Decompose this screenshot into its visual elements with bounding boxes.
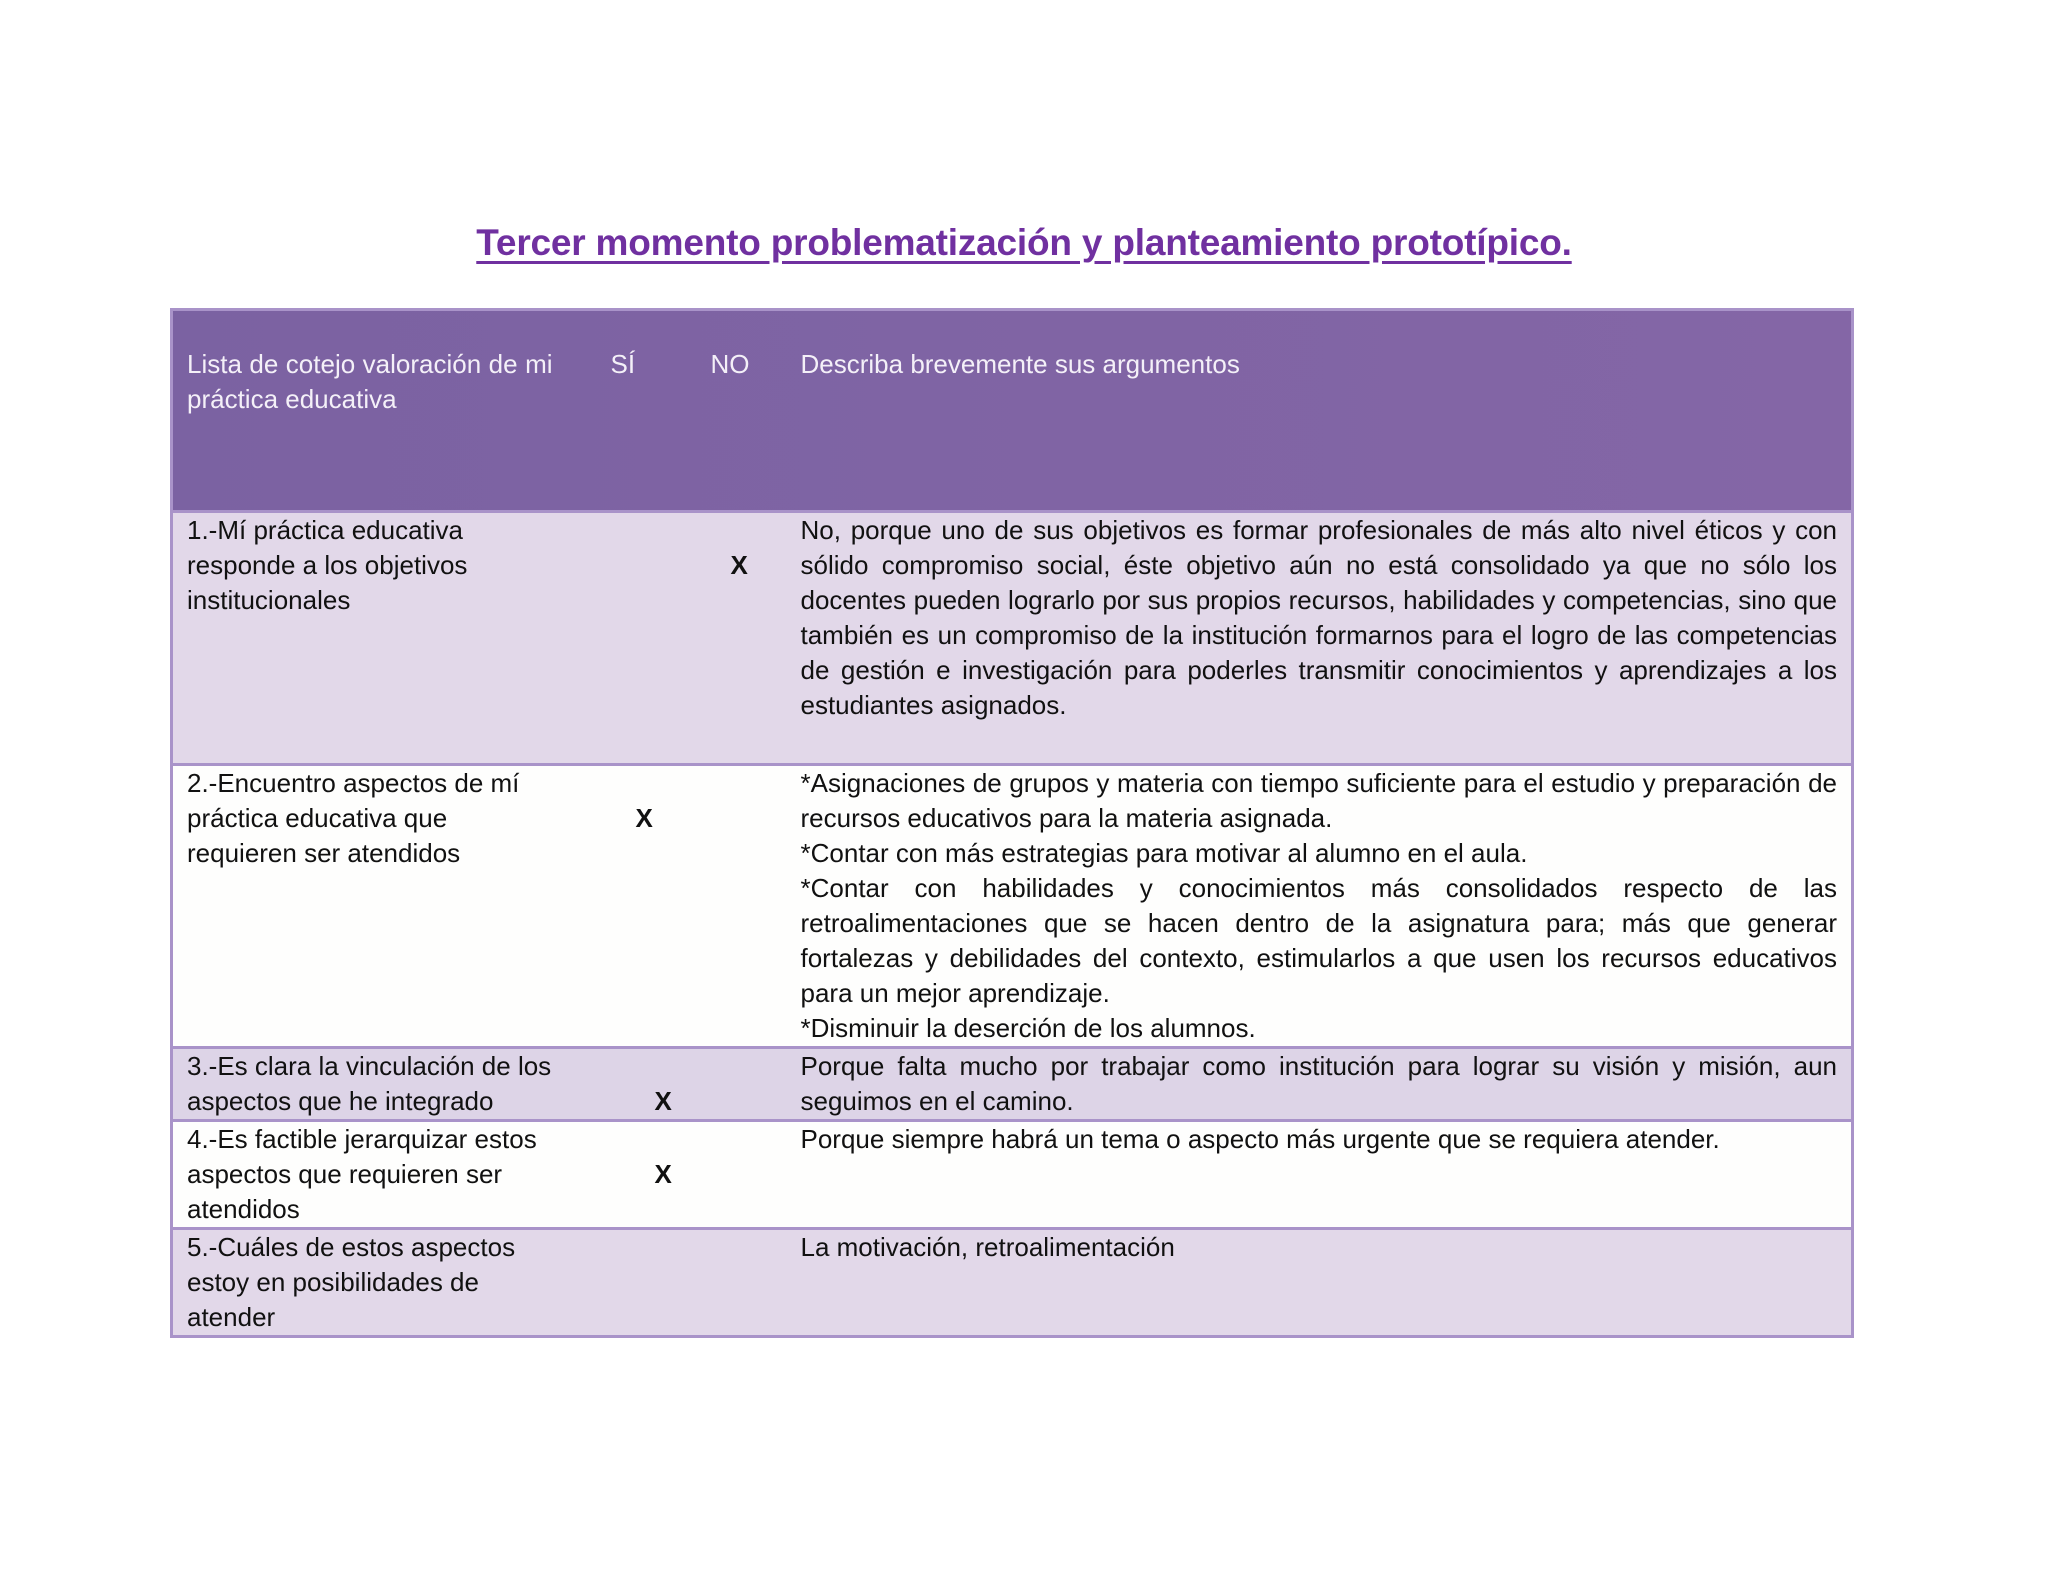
checklist-table (170, 308, 1854, 1338)
header-criterion: Lista de cotejo valoración de mi práctica educativa (187, 349, 553, 414)
row-criterion: 1.-Mí práctica educativa responde a los objetivos institucionales (187, 515, 468, 615)
page-title: Tercer momento problematización y planteamiento prototípico. (476, 222, 1572, 263)
row-criterion: 4.-Es factible jerarquizar estos aspectos que requieren ser atendidos (187, 1124, 537, 1224)
argument-paragraph: *Contar con más estrategias para motivar al alumno en el aula. (800, 838, 1528, 868)
row-no-mark (677, 765, 787, 1048)
row-si-mark (567, 512, 677, 765)
argument-paragraph: La motivación, retroalimentación (800, 1232, 1175, 1262)
table-header-row (172, 310, 1853, 512)
argument-paragraph: *Contar con habilidades y conocimientos más consolidados respecto de las retroalimentaciones que se hacen dentro de la asignatura para; más que generar fortalezas y debilidades del contexto, estimularlos a que usen los recursos educativos para un mejor aprendizaje. (800, 873, 1837, 1008)
table-row (172, 1048, 1853, 1121)
table-row (172, 1229, 1853, 1337)
argument-paragraph: Porque falta mucho por trabajar como institución para lograr su visión y misión, aun seguimos en el camino. (800, 1051, 1837, 1116)
row-criterion: 5.-Cuáles de estos aspectos estoy en posibilidades de atender (187, 1232, 516, 1332)
row-no-mark: X (730, 550, 748, 580)
argument-paragraph: *Disminuir la deserción de los alumnos. (800, 1013, 1256, 1043)
table-row (172, 512, 1853, 765)
header-argument: Describa brevemente sus argumentos (800, 349, 1240, 379)
row-no-mark (677, 1121, 787, 1229)
argument-paragraph: Porque siempre habrá un tema o aspecto más urgente que se requiera atender. (800, 1124, 1720, 1154)
table-row (172, 1121, 1853, 1229)
header-si: SÍ (610, 349, 636, 379)
row-argument (787, 765, 1853, 1048)
row-argument (787, 512, 1853, 765)
row-si-mark (567, 1229, 677, 1337)
row-si-mark: X (654, 1086, 672, 1116)
row-si-mark: X (635, 803, 653, 833)
row-no-mark (677, 1048, 787, 1121)
row-argument (787, 1048, 1853, 1121)
row-si-mark: X (654, 1159, 672, 1189)
header-no: NO (710, 349, 750, 379)
table-row (172, 765, 1853, 1048)
row-no-mark (677, 1229, 787, 1337)
argument-paragraph: No, porque uno de sus objetivos es formar profesionales de más alto nivel éticos y con sólido compromiso social, éste objetivo aún no está consolidado ya que no sólo los docentes pueden lograrlo por sus propios recursos, habilidades y competencias, sino que también es un compromiso de la institución formarnos para el logro de las competencias de gestión e investigación para poderles transmitir conocimientos y aprendizajes a los estudiantes asignados. (800, 515, 1837, 720)
row-criterion: 3.-Es clara la vinculación de los aspectos que he integrado (187, 1051, 552, 1116)
row-criterion: 2.-Encuentro aspectos de mí práctica educativa que requieren ser atendidos (187, 768, 520, 868)
row-argument (787, 1229, 1853, 1337)
argument-paragraph: *Asignaciones de grupos y materia con tiempo suficiente para el estudio y preparación de recursos educativos para la materia asignada. (800, 768, 1837, 833)
row-argument (787, 1121, 1853, 1229)
